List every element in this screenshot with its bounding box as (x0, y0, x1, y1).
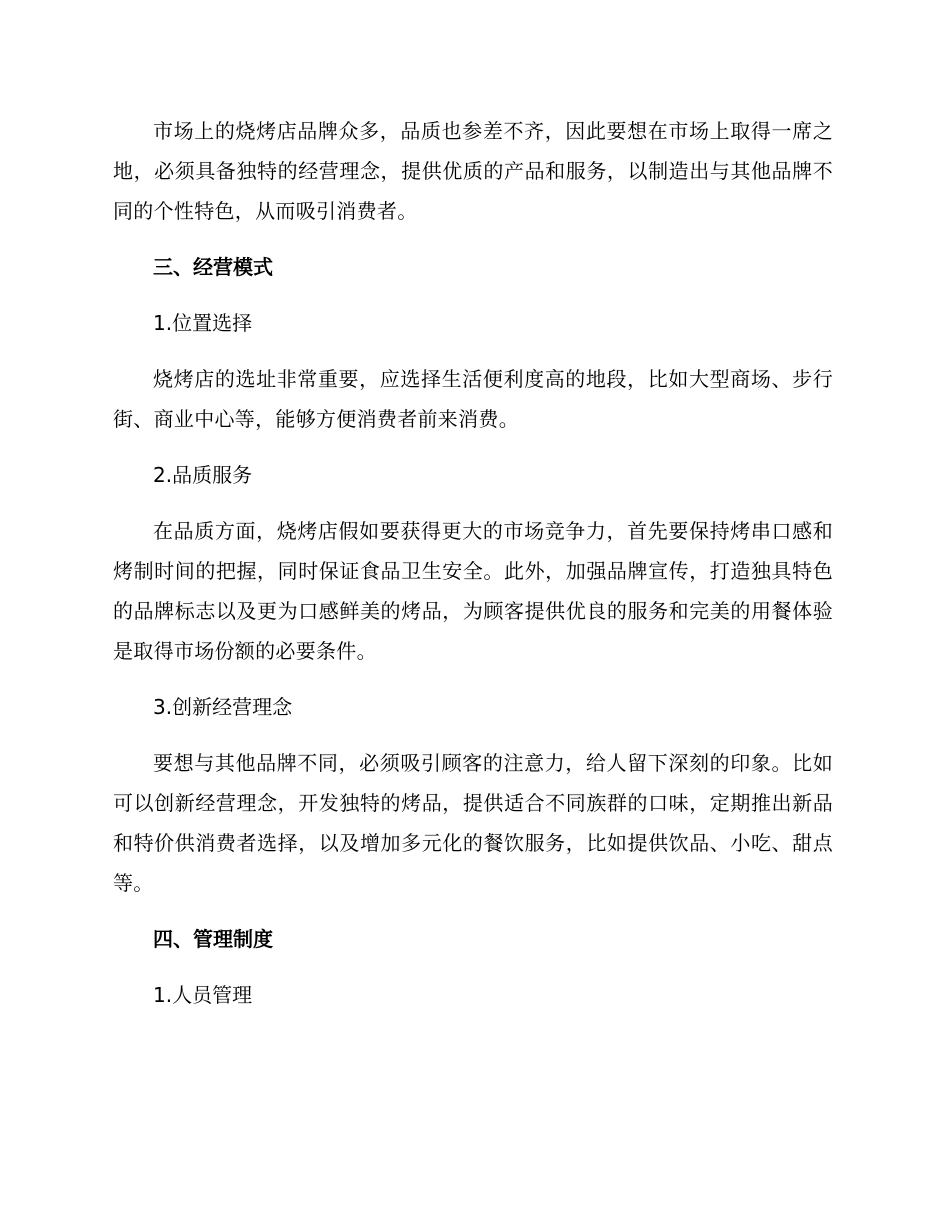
paragraph-location: 烧烤店的选址非常重要，应选择生活便利度高的地段，比如大型商场、步行街、商业中心等，能够方便消费者前来消费。 (113, 367, 833, 431)
paragraph-market-competition: 市场上的烧烤店品牌众多，品质也参差不齐，因此要想在市场上取得一席之地，必须具备独特的经营理念，提供优质的产品和服务，以制造出与其他品牌不同的个性特色，从而吸引消费者。 (113, 119, 833, 223)
document-page (113, 111, 833, 1015)
subheading-personnel: 1.人员管理 (153, 983, 253, 1007)
section-heading-business-model: 三、经营模式 (153, 255, 273, 279)
paragraph-quality-service: 在品质方面，烧烤店假如要获得更大的市场竞争力，首先要保持烤串口感和烤制时间的把握，同时保证食品卫生安全。此外，加强品牌宣传，打造独具特色的品牌标志以及更为口感鲜美的烤品，为顾客提供优良的服务和完美的用餐体验是取得市场份额的必要条件。 (113, 519, 833, 663)
spacer (113, 671, 833, 687)
section-heading-management: 四、管理制度 (153, 927, 273, 951)
spacer (113, 231, 833, 247)
spacer (113, 439, 833, 455)
spacer (113, 495, 833, 511)
spacer (113, 343, 833, 359)
subheading-innovation: 3.创新经营理念 (153, 695, 293, 719)
paragraph-innovation: 要想与其他品牌不同，必须吸引顾客的注意力，给人留下深刻的印象。比如可以创新经营理念，开发独特的烤品，提供适合不同族群的口味，定期推出新品和特价供消费者选择，以及增加多元化的餐饮服务，比如提供饮品、小吃、甜点等。 (113, 751, 833, 895)
spacer (113, 959, 833, 975)
spacer (113, 727, 833, 743)
spacer (113, 903, 833, 919)
subheading-quality-service: 2.品质服务 (153, 463, 253, 487)
subheading-location: 1.位置选择 (153, 311, 253, 335)
spacer (113, 287, 833, 303)
